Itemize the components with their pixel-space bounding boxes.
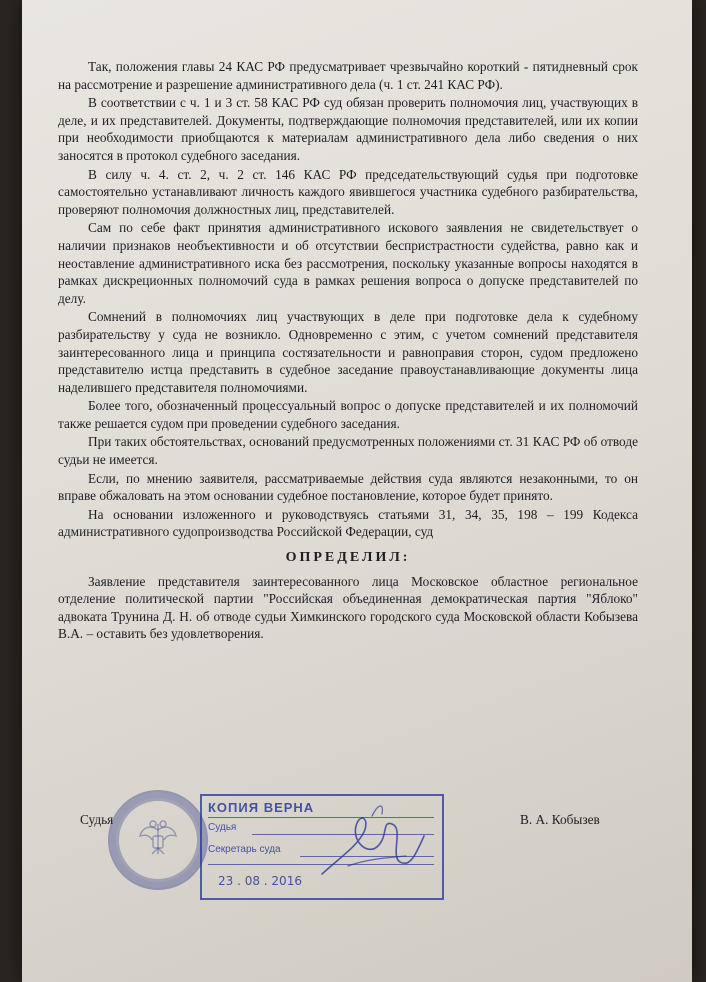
- paragraph-6: Более того, обозначенный процессуальный вопрос о допуске представителей и их полномочий также решается судом при проведении судебного заседания.: [58, 398, 638, 431]
- paragraph-5: Сомнений в полномочиях лиц участвующих в деле при подготовке дела к судебному разбирательству у суда не возникло. Одновременно с этим, с учетом сомнений представителя заинтересованного лица и принципа состязательности и равноправия сторон, судом предложено представителю истца представить в судебное заседание правоустанавливающие документы лица наделившего представителя полномочиями.: [58, 309, 638, 395]
- eagle-emblem-icon: [136, 816, 180, 860]
- paragraph-3: В силу ч. 4. ст. 2, ч. 2 ст. 146 КАС РФ председательствующий судья при подготовке самостоятельно устанавливают личность каждого явившегося участника судебного разбирательства, проверяют полномочия должностных лиц, представителей.: [58, 166, 638, 217]
- document-body: [58, 58, 638, 644]
- decision-paragraph: Заявление представителя заинтересованного лица Московское областное региональное отделение политической партии "Российская объединенная демократическая партия "Яблоко" адвоката Трунина Д. Н. об отводе судьи Химкинского городского суда Московской области Кобызева В.А. – оставить без удовлетворения.: [58, 573, 638, 642]
- court-seal: [108, 790, 208, 890]
- stamp-secretary-line: Секретарь суда: [208, 844, 281, 855]
- paragraph-1: Так, положения главы 24 КАС РФ предусматривает чрезвычайно короткий - пятидневный срок на рассмотрение и разрешение административного дела (ч. 1 ст. 241 КАС РФ).: [58, 59, 638, 92]
- handwritten-signature: [312, 796, 432, 896]
- paragraph-7: При таких обстоятельствах, оснований предусмотренных положениями ст. 31 КАС РФ об отводе судьи не имеется.: [58, 434, 638, 468]
- judge-name: В. А. Кобызев: [520, 812, 600, 827]
- paragraph-8: Если, по мнению заявителя, рассматриваемые действия суда являются незаконными, то он вправе обжаловать на этом основании судебное постановление, которое будет принято.: [58, 470, 638, 504]
- document-page: [22, 0, 692, 982]
- paragraph-2: В соответствии с ч. 1 и 3 ст. 58 КАС РФ суд обязан проверить полномочия лиц, участвующих в деле, и их представителей. Документы, подтверждающие полномочия представителей, или их копии при необходимости приобщаются к материалам административного дела либо сведения о них заносятся в протокол судебного заседания.: [58, 95, 638, 163]
- stamp-title: КОПИЯ ВЕРНА: [208, 800, 315, 815]
- paragraph-9: На основании изложенного и руководствуясь статьями 31, 34, 35, 198 – 199 Кодекса административного судопроизводства Российской Федерации, суд: [58, 506, 638, 540]
- show-through-text: ᅟ: [62, 9, 88, 39]
- decision-heading: ОПРЕДЕЛИЛ:: [285, 550, 411, 566]
- stamp-date: 23 . 08 . 2016: [218, 874, 302, 888]
- paragraph-4: Сам по себе факт принятия административного искового заявления не свидетельствует о наличии признаков необъективности и об отсутствии беспристрастности судейства, равно как и неоставление административного иска без рассмотрения, поскольку указанные вопросы находятся в рамках дискреционных полномочий суда в рамках решения вопроса о допуске представителей по делу.: [58, 220, 638, 306]
- stamp-judge-line: Судья: [208, 822, 237, 833]
- judge-signature-label: Судья: [80, 812, 114, 827]
